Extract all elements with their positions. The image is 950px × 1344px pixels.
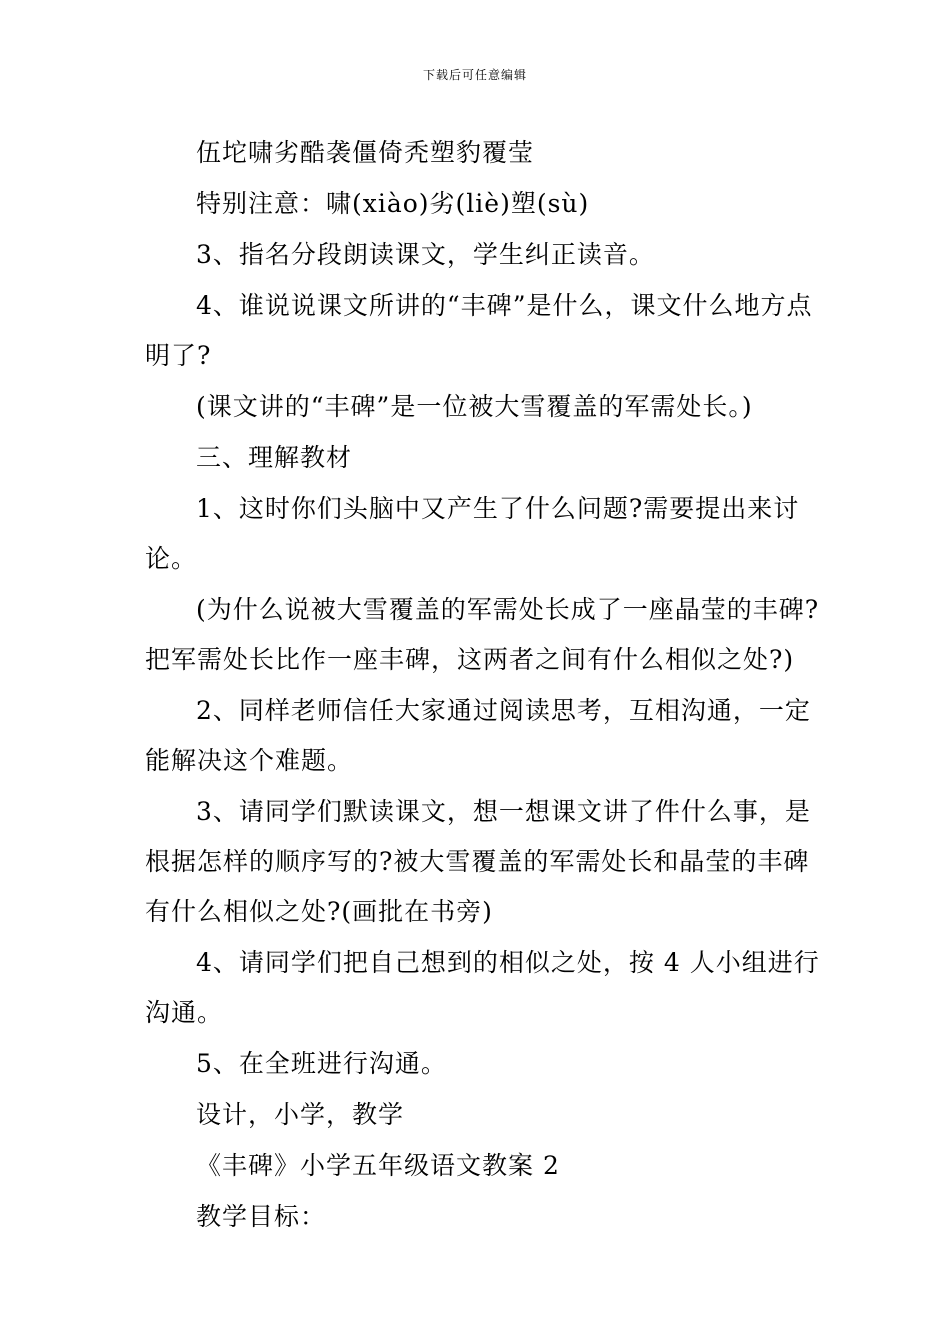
paragraph: (课文讲的“丰碑”是一位被大雪覆盖的军需处长。) [196, 392, 753, 421]
paragraph: 2、同样老师信任大家通过阅读思考，互相沟通，一定能解决这个难题。 [145, 696, 811, 775]
paragraph: 1、这时你们头脑中又产生了什么问题?需要提出来讨论。 [145, 494, 800, 573]
paragraph: 3、指名分段朗读课文，学生纠正读音。 [196, 240, 655, 269]
lesson-title: 《丰碑》小学五年级语文教案 2 [196, 1151, 560, 1180]
paragraph: 伍坨啸劣酷袭僵倚秃塑豹覆莹 [196, 138, 535, 167]
paragraph: 3、请同学们默读课文，想一想课文讲了件什么事，是根据怎样的顺序写的?被大雪覆盖的军需处长和晶莹的丰碑有什么相似之处?(画批在书旁) [145, 797, 811, 926]
paragraph: 4、谁说说课文所讲的“丰碑”是什么，课文什么地方点明了? [145, 291, 813, 370]
section-heading: 教学目标： [196, 1202, 327, 1231]
page-header: 下载后可任意编辑 [422, 68, 527, 82]
paragraph: 4、请同学们把自己想到的相似之处，按 4 人小组进行沟通。 [145, 948, 820, 1027]
keywords-line: 设计，小学，教学 [196, 1100, 405, 1129]
paragraph: 特别注意：啸(xiào)劣(liè)塑(sù) [196, 189, 590, 218]
paragraph: 5、在全班进行沟通。 [196, 1049, 447, 1078]
document-body [145, 128, 825, 1243]
paragraph: (为什么说被大雪覆盖的军需处长成了一座晶莹的丰碑?把军需处长比作一座丰碑，这两者之间有什么相似之处?) [145, 595, 820, 674]
section-heading: 三、理解教材 [196, 443, 353, 472]
